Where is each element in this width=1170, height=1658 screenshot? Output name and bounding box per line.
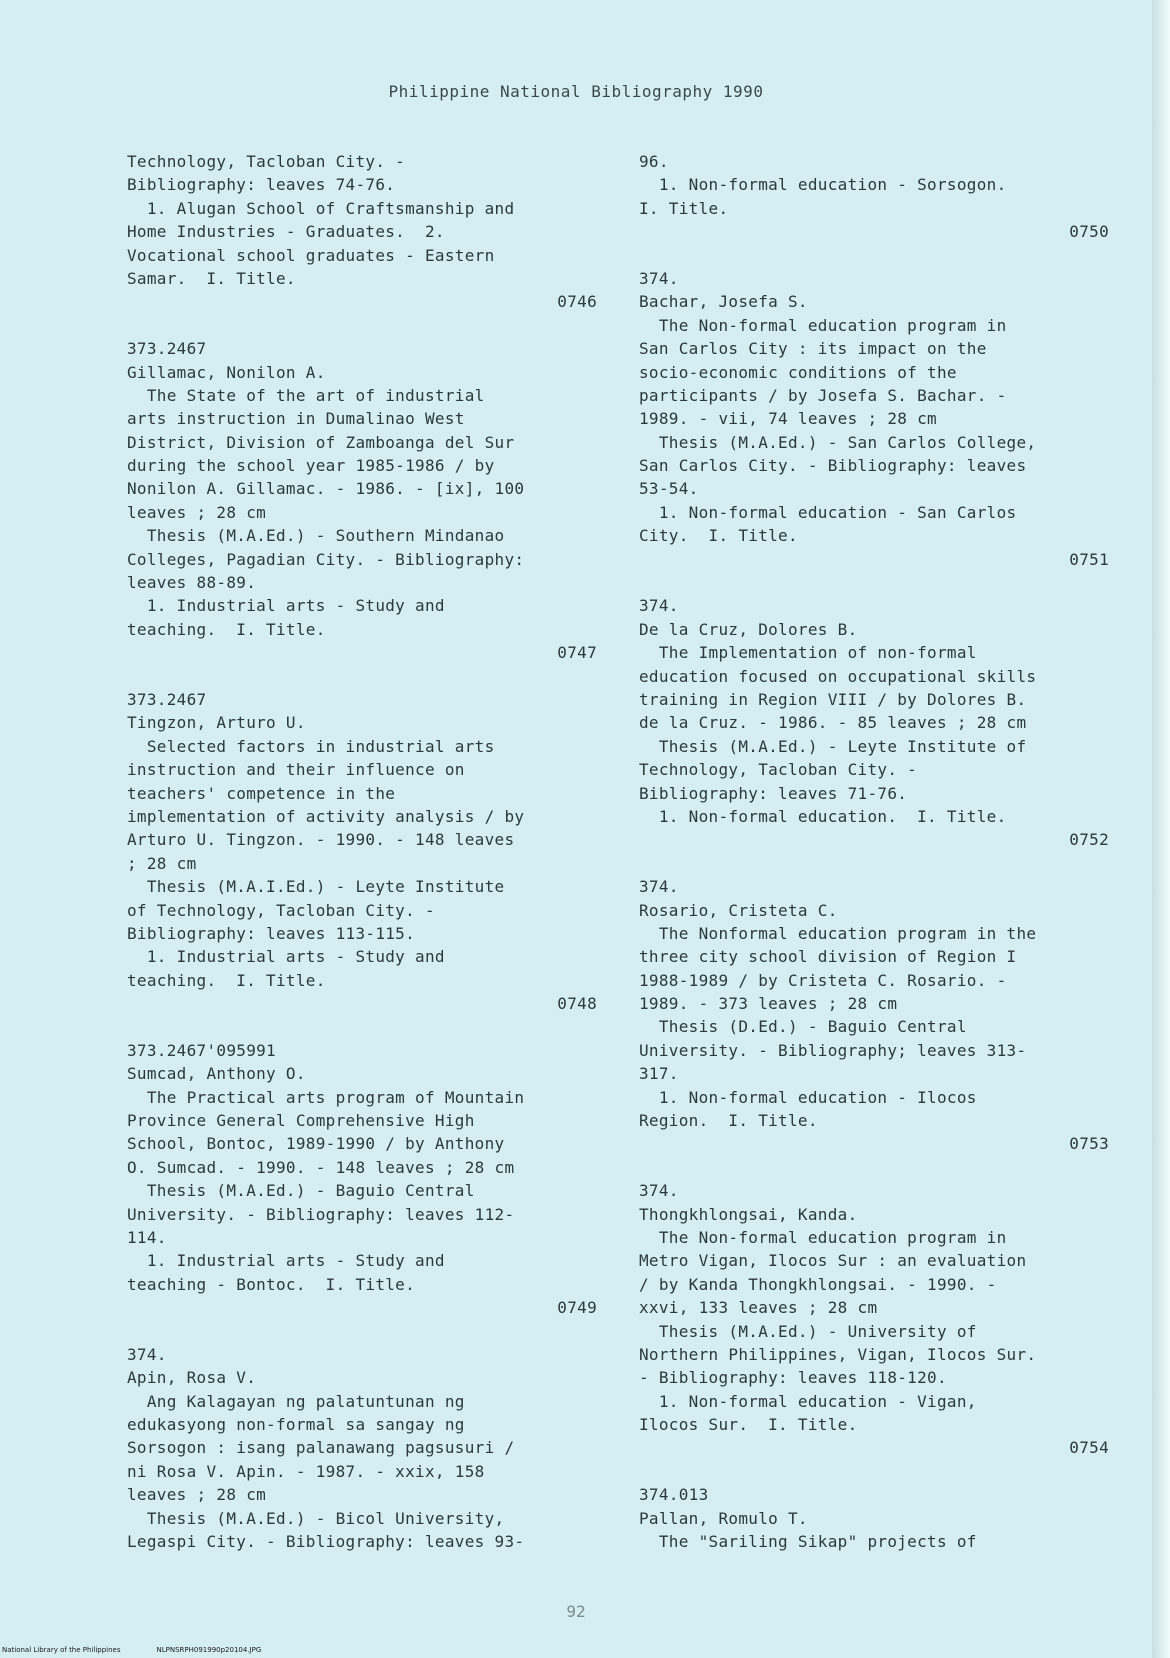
entry-line: 1. Non-formal education - San Carlos <box>639 502 1017 522</box>
entry-line: 53-54. <box>639 479 699 499</box>
entry-line: xxvi, 133 leaves ; 28 cm <box>639 1298 878 1318</box>
page-header: Philippine National Bibliography 1990 <box>388 82 764 101</box>
entry-line: of Technology, Tacloban City. - <box>127 900 435 920</box>
entry-line: 1989. - vii, 74 leaves ; 28 cm <box>639 409 937 429</box>
entry-line: instruction and their influence on <box>127 760 465 780</box>
bibliography-entry <box>639 1179 1109 1460</box>
entry-line: School, Bontoc, 1989-1990 / by Anthony <box>127 1134 505 1154</box>
entry-number: 0750 <box>1069 222 1109 242</box>
bibliography-entry <box>639 150 1109 244</box>
entry-line: The Practical arts program of Mountain <box>127 1087 525 1107</box>
page-number: 92 <box>566 1602 586 1621</box>
entry-line: Gillamac, Nonilon A. <box>127 362 326 382</box>
bibliography-entry <box>127 337 597 664</box>
bibliography-entry <box>127 150 597 314</box>
footer-library: National Library of the Philippines <box>2 1646 121 1654</box>
entry-line: leaves ; 28 cm <box>127 502 267 522</box>
entry-line: ; 28 cm <box>127 853 197 873</box>
entry-line: City. I. Title. <box>639 526 798 546</box>
entry-number: 0752 <box>1069 830 1109 850</box>
entry-line: Apin, Rosa V. <box>127 1368 257 1388</box>
entry-line: socio-economic conditions of the <box>639 362 957 382</box>
bibliography-entry <box>639 594 1109 851</box>
entry-gap <box>127 665 597 688</box>
entry-line: Northern Philippines, Vigan, Ilocos Sur. <box>639 1344 1037 1364</box>
entry-gap <box>639 571 1109 594</box>
bibliography-entry <box>127 1343 597 1554</box>
entry-line: Ilocos Sur. I. Title. <box>639 1415 858 1435</box>
entry-gap <box>639 1460 1109 1483</box>
bibliography-entry <box>639 875 1109 1156</box>
entry-line: The "Sariling Sikap" projects of <box>639 1532 977 1552</box>
entry-line: Bibliography: leaves 71-76. <box>639 783 908 803</box>
entry-number: 0749 <box>557 1298 597 1318</box>
entry-line: participants / by Josefa S. Bachar. - <box>639 385 1007 405</box>
entry-line: 374. <box>639 877 679 897</box>
entry-line: De la Cruz, Dolores B. <box>639 619 858 639</box>
entry-line: Tingzon, Arturo U. <box>127 713 306 733</box>
entry-line: 1. Industrial arts - Study and <box>127 1251 445 1271</box>
entry-line: teaching. I. Title. <box>127 970 326 990</box>
entry-line: Ang Kalagayan ng palatuntunan ng <box>127 1391 465 1411</box>
entry-line: during the school year 1985-1986 / by <box>127 456 495 476</box>
entry-line: 374. <box>639 596 679 616</box>
entry-line: teachers' competence in the <box>127 783 396 803</box>
entry-line: / by Kanda Thongkhlongsai. - 1990. - <box>639 1274 997 1294</box>
entry-line: Sorsogon : isang palanawang pagsusuri / <box>127 1438 515 1458</box>
entry-line: Pallan, Romulo T. <box>639 1508 808 1528</box>
entry-line: Thesis (M.A.I.Ed.) - Leyte Institute <box>127 877 505 897</box>
entry-line: I. Title. <box>639 198 729 218</box>
entry-line: 1. Industrial arts - Study and <box>127 947 445 967</box>
entry-line: San Carlos City : its impact on the <box>639 339 987 359</box>
entry-line: Technology, Tacloban City. - <box>639 760 918 780</box>
entry-line: Province General Comprehensive High <box>127 1111 475 1131</box>
entry-line: 374. <box>127 1344 167 1364</box>
entry-gap <box>639 852 1109 875</box>
entry-line: 317. <box>639 1064 679 1084</box>
bibliography-entry <box>639 1483 1109 1553</box>
entry-line: The Non-formal education program in <box>639 1227 1007 1247</box>
entry-gap <box>639 244 1109 267</box>
entry-line: Thongkhlongsai, Kanda. <box>639 1204 858 1224</box>
entry-line: implementation of activity analysis / by <box>127 806 525 826</box>
entry-line: 373.2467 <box>127 339 207 359</box>
entry-line: University. - Bibliography: leaves 112- <box>127 1204 515 1224</box>
entry-line: Selected factors in industrial arts <box>127 736 495 756</box>
entry-gap <box>127 314 597 337</box>
entry-line: District, Division of Zamboanga del Sur <box>127 432 515 452</box>
entry-number: 0746 <box>557 292 597 312</box>
entry-line: Home Industries - Graduates. 2. <box>127 222 445 242</box>
entry-line: The State of the art of industrial <box>127 385 485 405</box>
entry-line: teaching. I. Title. <box>127 619 326 639</box>
entry-line: 1989. - 373 leaves ; 28 cm <box>639 994 898 1014</box>
entry-line: Samar. I. Title. <box>127 268 296 288</box>
entry-line: Colleges, Pagadian City. - Bibliography: <box>127 549 525 569</box>
entry-line: edukasyong non-formal sa sangay ng <box>127 1415 465 1435</box>
entry-line: Thesis (M.A.Ed.) - Leyte Institute of <box>639 736 1027 756</box>
entry-line: Thesis (M.A.Ed.) - University of <box>639 1321 977 1341</box>
entry-line: University. - Bibliography; leaves 313- <box>639 1040 1027 1060</box>
entry-line: Bibliography: leaves 74-76. <box>127 175 396 195</box>
entry-line: 374. <box>639 1181 679 1201</box>
bibliography-entry <box>127 688 597 1015</box>
entry-line: Region. I. Title. <box>639 1111 818 1131</box>
entry-line: - Bibliography: leaves 118-120. <box>639 1368 947 1388</box>
bibliography-entry <box>639 267 1109 571</box>
entry-line: O. Sumcad. - 1990. - 148 leaves ; 28 cm <box>127 1157 515 1177</box>
entry-line: Nonilon A. Gillamac. - 1986. - [ix], 100 <box>127 479 525 499</box>
footer-file: NLPNSRPH091990p20104.JPG <box>156 1646 262 1654</box>
entry-number: 0747 <box>557 643 597 663</box>
entry-line: Thesis (M.A.Ed.) - Bicol University, <box>127 1508 505 1528</box>
entry-line: de la Cruz. - 1986. - 85 leaves ; 28 cm <box>639 713 1027 733</box>
entry-line: Bibliography: leaves 113-115. <box>127 923 416 943</box>
entry-gap <box>127 1015 597 1038</box>
entry-line: 1. Non-formal education - Sorsogon. <box>639 175 1007 195</box>
entry-line: Bachar, Josefa S. <box>639 292 808 312</box>
entry-number: 0751 <box>1069 549 1109 569</box>
entry-line: arts instruction in Dumalinao West <box>127 409 465 429</box>
entry-number: 0753 <box>1069 1134 1109 1154</box>
entry-line: Thesis (D.Ed.) - Baguio Central <box>639 1017 967 1037</box>
entry-line: The Non-formal education program in <box>639 315 1007 335</box>
entry-line: Legaspi City. - Bibliography: leaves 93- <box>127 1532 525 1552</box>
entry-line: 1988-1989 / by Cristeta C. Rosario. - <box>639 970 1007 990</box>
entry-line: ni Rosa V. Apin. - 1987. - xxix, 158 <box>127 1461 485 1481</box>
right-column <box>639 150 1109 1553</box>
entry-line: Thesis (M.A.Ed.) - Southern Mindanao <box>127 526 505 546</box>
entry-line: 1. Non-formal education - Ilocos <box>639 1087 977 1107</box>
entry-number: 0748 <box>557 994 597 1014</box>
entry-line: 114. <box>127 1227 167 1247</box>
entry-line: The Nonformal education program in the <box>639 923 1037 943</box>
left-column <box>127 150 597 1553</box>
entry-line: 374. <box>639 268 679 288</box>
entry-line: 1. Non-formal education - Vigan, <box>639 1391 977 1411</box>
entry-line: Vocational school graduates - Eastern <box>127 245 495 265</box>
entry-line: 1. Industrial arts - Study and <box>127 596 445 616</box>
entry-line: 374.013 <box>639 1485 709 1505</box>
entry-number: 0754 <box>1069 1438 1109 1458</box>
entry-line: Rosario, Cristeta C. <box>639 900 838 920</box>
entry-line: leaves ; 28 cm <box>127 1485 267 1505</box>
entry-line: teaching - Bontoc. I. Title. <box>127 1274 416 1294</box>
entry-line: San Carlos City. - Bibliography: leaves <box>639 456 1027 476</box>
page-edge <box>1152 0 1170 1658</box>
entry-line: Technology, Tacloban City. - <box>127 152 406 171</box>
entry-line: training in Region VIII / by Dolores B. <box>639 689 1027 709</box>
entry-line: Thesis (M.A.Ed.) - Baguio Central <box>127 1181 475 1201</box>
entry-line: education focused on occupational skills <box>639 666 1037 686</box>
entry-line: The Implementation of non-formal <box>639 643 977 663</box>
entry-line: three city school division of Region I <box>639 947 1017 967</box>
entry-line: 96. <box>639 152 669 171</box>
bibliography-entry <box>127 1039 597 1320</box>
entry-line: leaves 88-89. <box>127 573 257 593</box>
entry-line: 373.2467'095991 <box>127 1040 276 1060</box>
entry-line: 1. Non-formal education. I. Title. <box>639 806 1007 826</box>
scan-footer <box>2 1646 297 1654</box>
entry-gap <box>639 1156 1109 1179</box>
entry-line: Arturo U. Tingzon. - 1990. - 148 leaves <box>127 830 515 850</box>
entry-line: Metro Vigan, Ilocos Sur : an evaluation <box>639 1251 1027 1271</box>
entry-line: Sumcad, Anthony O. <box>127 1064 306 1084</box>
entry-line: 1. Alugan School of Craftsmanship and <box>127 198 515 218</box>
entry-line: Thesis (M.A.Ed.) - San Carlos College, <box>639 432 1037 452</box>
entry-gap <box>127 1320 597 1343</box>
entry-line: 373.2467 <box>127 689 207 709</box>
